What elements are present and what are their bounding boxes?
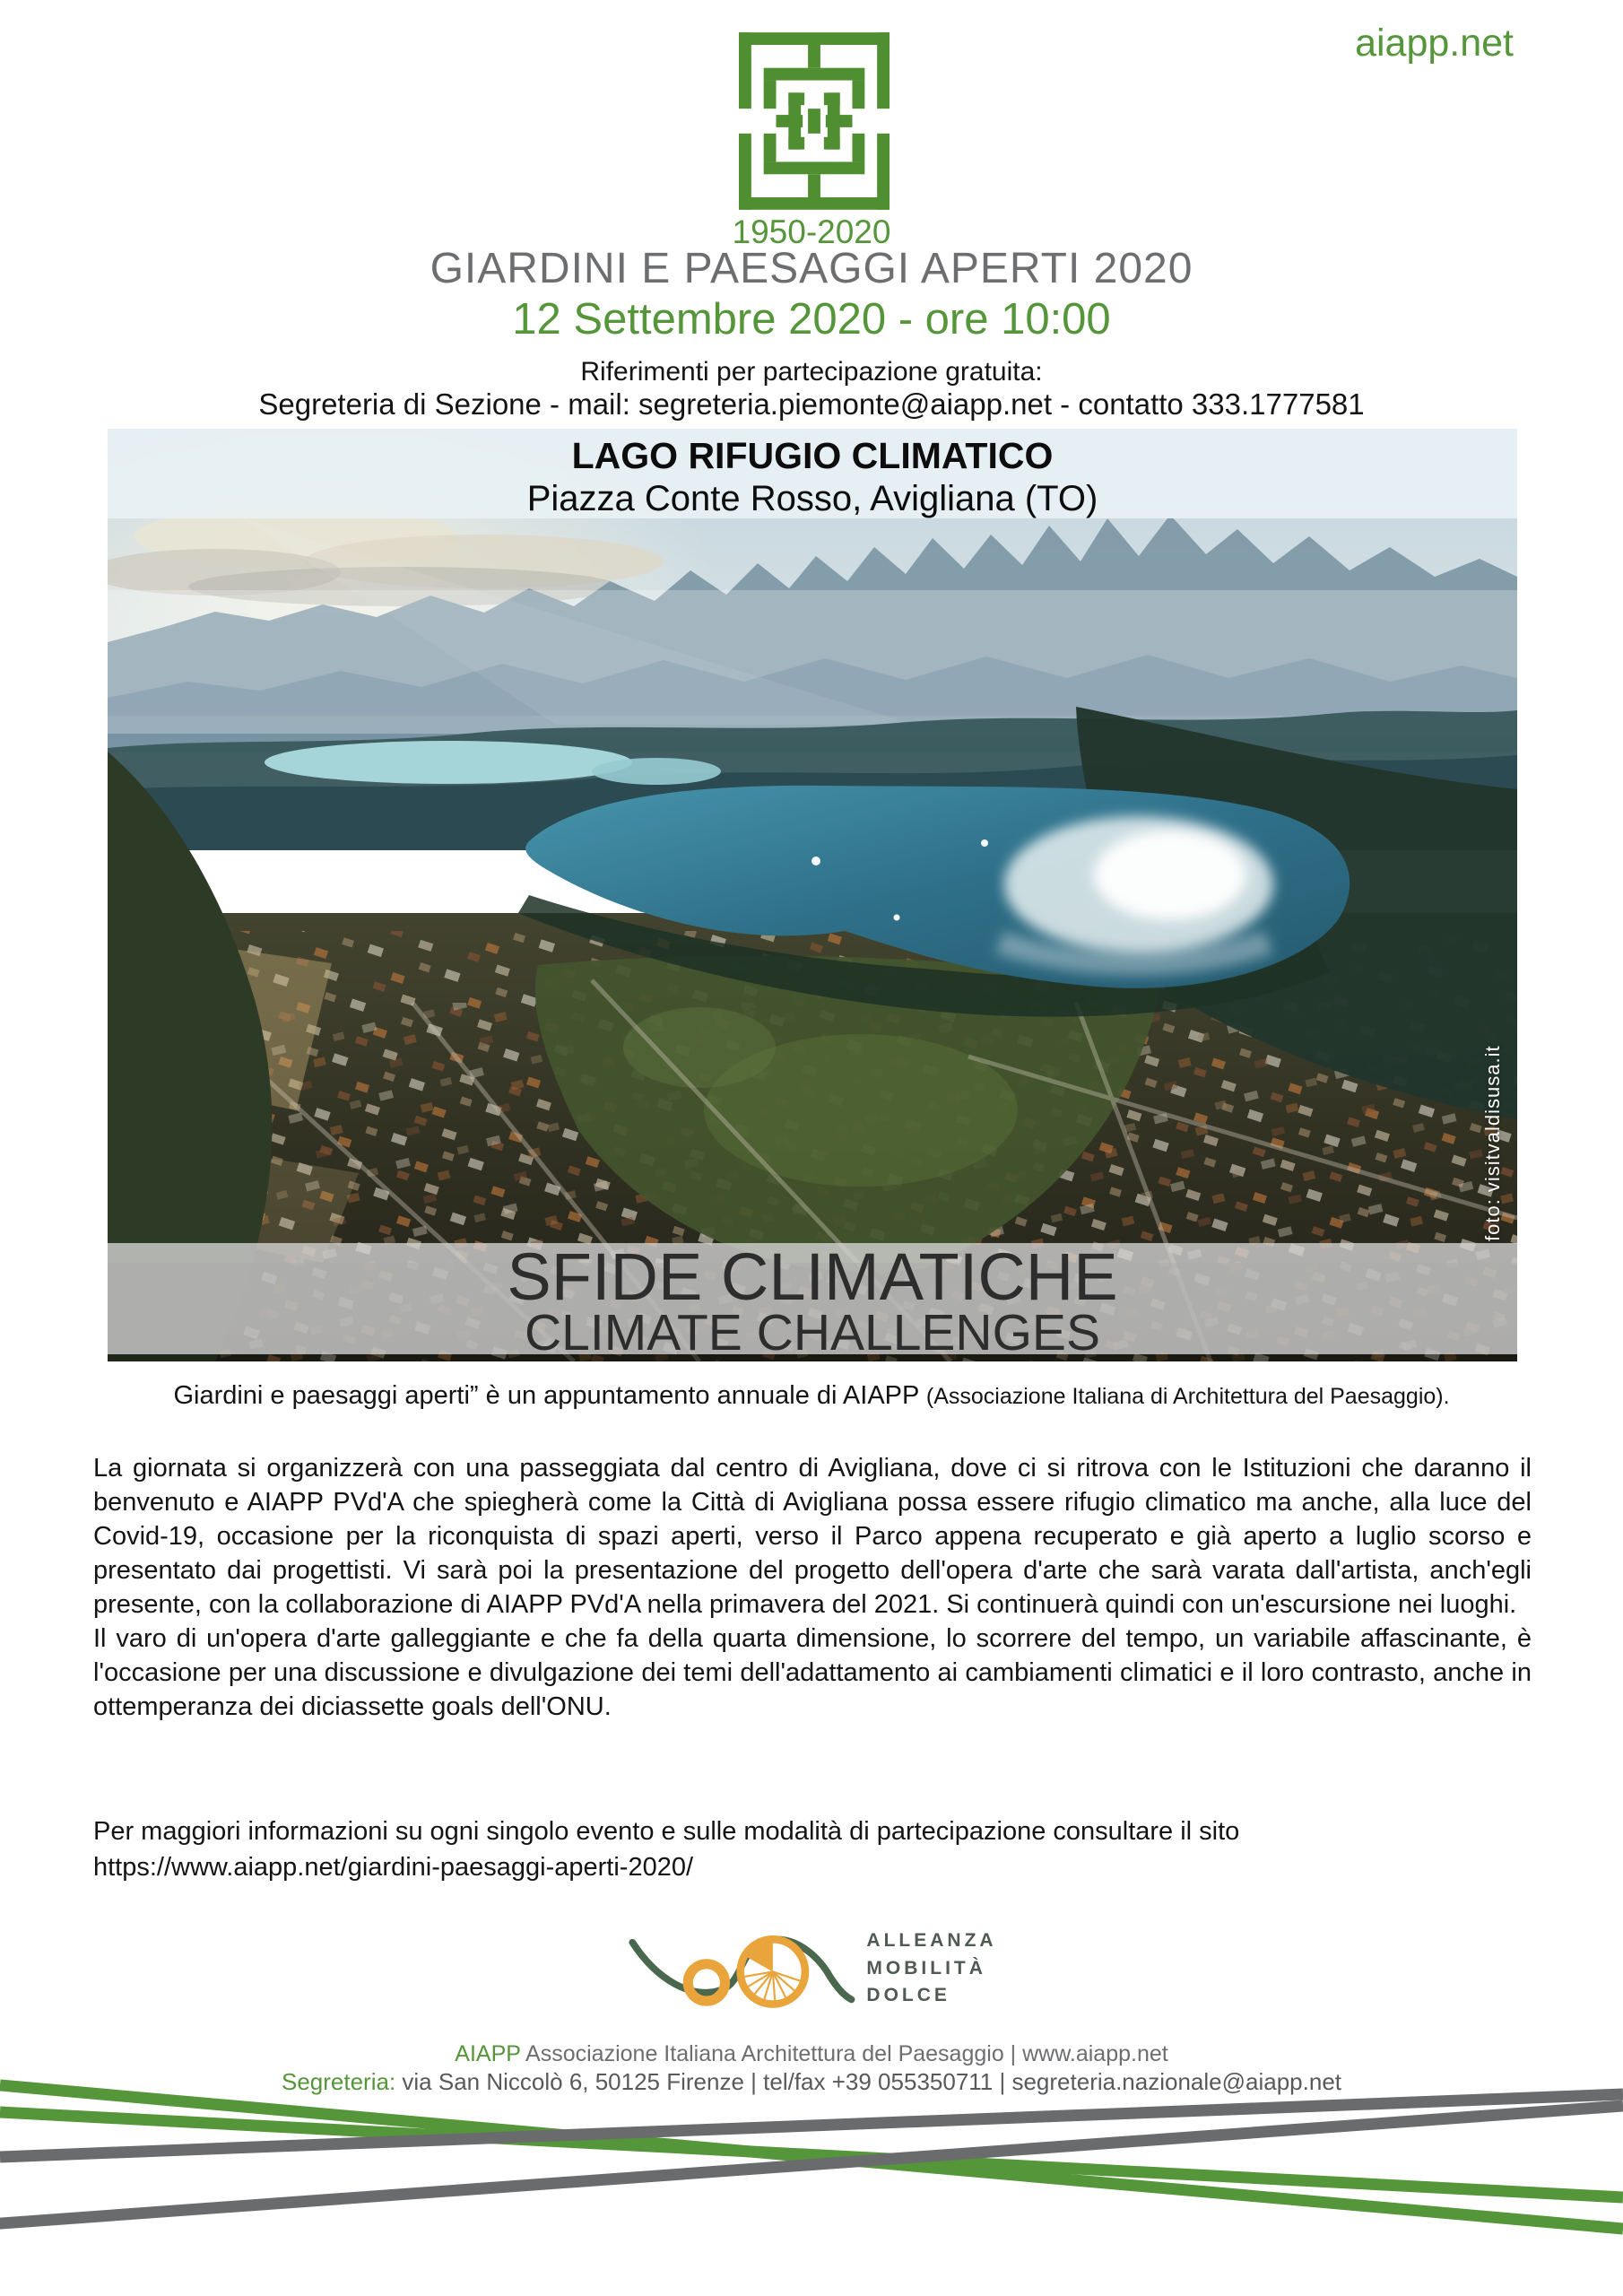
- partner-logo-text: [866, 1927, 996, 2009]
- participation-note: Riferimenti per partecipazione gratuita:: [580, 357, 1043, 387]
- body-paragraphs: [93, 1451, 1532, 1724]
- intro-main: Giardini e paesaggi aperti” è un appuntamento annuale di AIAPP: [173, 1381, 926, 1410]
- event-url[interactable]: https://www.aiapp.net/giardini-paesaggi-aperti-2020/: [93, 1853, 694, 1882]
- footer-segreteria-accent: Segreteria:: [281, 2068, 396, 2095]
- intro-line: [90, 1381, 1533, 1411]
- photo-subtitle: Piazza Conte Rosso, Avigliana (TO): [526, 479, 1098, 518]
- decorative-crossing-lines: [0, 2063, 1623, 2296]
- photo-credit: foto: visitvaldisusa.it: [1481, 1045, 1504, 1241]
- more-info-line: Per maggiori informazioni su ogni singolo evento e sulle modalità di partecipazione consultare il sito: [93, 1817, 1240, 1846]
- small-lake: [265, 741, 632, 784]
- event-date-time: 12 Settembre 2020 - ore 10:00: [512, 295, 1111, 344]
- mobility-wheels-icon: [626, 1916, 857, 2022]
- partner-word-3: DOLCE: [866, 1985, 950, 2006]
- paragraph-event-day: La giornata si organizzerà con una passeggiata dal centro di Avigliana, dove ci si ritrova con le Istituzioni che daranno il benvenuto e AIAPP PVd'A che spiegherà come la Città di Avigliana possa essere rifugio climatico ma anche, alla luce del Covid-19, occasione per la riconquista di spazi aperti, verso il Parco appena recuperato e già aperto a luglio scorso e presentato dai progettisti. Vi sarà poi la presentazione del progetto dell'opera d'arte che sarà varata dall'artista, anch'egli presente, con la collaborazione di AIAPP PVd'A nella primavera del 2021. Si continuerà quindi con un'escursione nei luoghi.: [93, 1454, 1532, 1619]
- partner-logo-alleanza-mobilita-dolce: [626, 1916, 996, 2022]
- anniversary-years: 1950-2020: [732, 213, 891, 250]
- footer-aiapp-accent: AIAPP: [455, 2041, 521, 2066]
- banner-subtitle: CLIMATE CHALLENGES: [525, 1304, 1100, 1361]
- partner-word-1: ALLEANZA: [866, 1930, 997, 1952]
- sun-reflection: [995, 816, 1273, 975]
- aerial-photo-illustration: [108, 429, 1517, 1361]
- footer-association-text: Associazione Italiana Architettura del Paesaggio | www.aiapp.net: [520, 2041, 1168, 2066]
- contact-line: Segreteria di Sezione - mail: segreteria.piemonte@aiapp.net - contatto 333.1777581: [258, 387, 1365, 421]
- aerial-lake-photo: [108, 429, 1517, 1361]
- aiapp-site-link[interactable]: aiapp.net: [1355, 22, 1514, 65]
- photo-title: LAGO RIFUGIO CLIMATICO: [571, 435, 1054, 476]
- paragraph-artwork: Il varo di un'opera d'arte galleggiante e che fa della quarta dimensione, lo scorrere del tempo, un variabile affascinante, è l'occasione per una discussione e divulgazione dei temi dell'adattamento ai cambiamenti climatici e il loro contrasto, anche in ottemperanza dei diciassette goals dell'ONU.: [93, 1624, 1532, 1721]
- photo-heading: [108, 434, 1517, 520]
- event-title: GIARDINI E PAESAGGI APERTI 2020: [430, 245, 1193, 292]
- aiapp-maze-logo: [739, 32, 890, 210]
- intro-parenthetical: (Associazione Italiana di Architettura del Paesaggio).: [925, 1384, 1450, 1409]
- footer-secretariat-text: via San Niccolò 6, 50125 Firenze | tel/fax +39 055350711 | segreteria.nazionale@aiapp.net: [395, 2068, 1341, 2095]
- banner-title: SFIDE CLIMATICHE: [507, 1239, 1118, 1314]
- climate-banner: [108, 1239, 1517, 1361]
- partner-word-2: MOBILITÀ: [866, 1957, 986, 1979]
